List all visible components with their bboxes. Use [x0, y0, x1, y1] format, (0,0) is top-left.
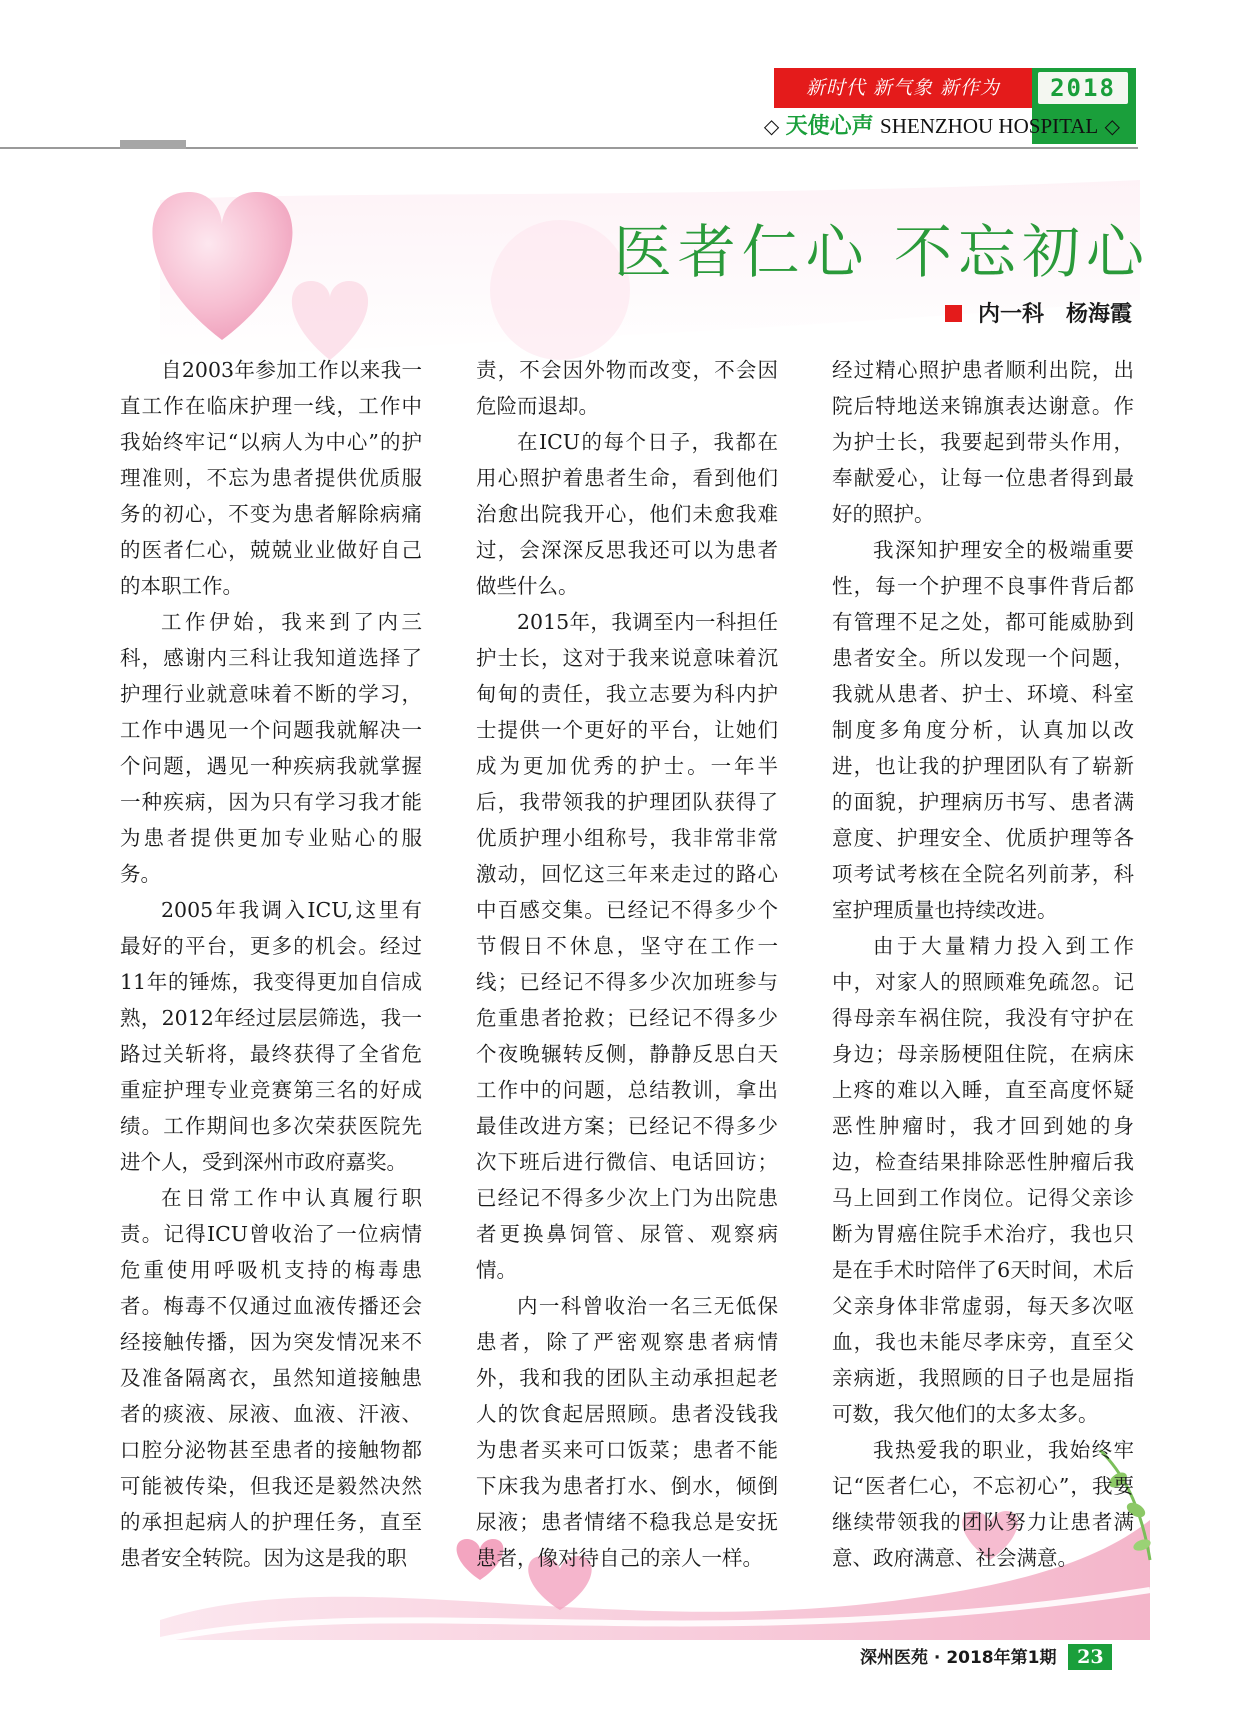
paragraph: 经过精心照护患者顺利出院，出院后特地送来锦旗表达谢意。作为护士长，我要起到带头作用，奉献爱心，让每一位患者得到最好的照护。 [832, 358, 1134, 526]
year-badge: 2018 [1038, 72, 1128, 104]
diamond-icon: ◇ [763, 114, 780, 138]
publication-name: 深州医苑 [860, 1648, 928, 1668]
text-column-2 [476, 352, 778, 1576]
text-column-1 [120, 352, 422, 1576]
paragraph: 在日常工作中认真履行职责。记得ICU曾收治了一位病情危重使用呼吸机支持的梅毒患者。梅毒不仅通过血液传播还会经接触传播，因为突发情况来不及准备隔离衣，虽然知道接触患者的痰液、尿液、血液、汗液、口腔分泌物甚至患者的接触物都可能被传染，但我还是毅然决然的承担起病人的护理任务，直至患者安全转院。因为这是我的职 [120, 1186, 422, 1570]
paragraph: 责，不会因外物而改变，不会因危险而退却。 [476, 358, 778, 418]
paragraph: 由于大量精力投入到工作中，对家人的照顾难免疏忽。记得母亲车祸住院，我没有守护在身边；母亲肠梗阻住院，在病床上疼的难以入睡，直至高度怀疑恶性肿瘤时，我才回到她的身边，检查结果排除恶性肿瘤后我马上回到工作岗位。记得父亲诊断为胃癌住院手术治疗，我也只是在手术时陪伴了6天时间，术后父亲身体非常虚弱，每天多次呕血，我也未能尽孝床旁，直至父亲病逝，我照顾的日子也是屈指可数，我欠他们的太多太多。 [832, 934, 1134, 1426]
paragraph: 我热爱我的职业，我始终牢记“医者仁心，不忘初心”，我要继续带领我的团队努力让患者满意、政府满意、社会满意。 [832, 1438, 1134, 1570]
paragraph: 内一科曾收治一名三无低保患者，除了严密观察患者病情外，我和我的团队主动承担起老人的饮食起居照顾。患者没钱我为患者买来可口饭菜；患者不能下床我为患者打水、倒水，倾倒尿液；患者情绪不稳我总是安抚患者，像对待自己的亲人一样。 [476, 1294, 778, 1570]
section-name-zh: 天使心声 [785, 114, 874, 139]
page-footer [860, 1644, 1112, 1672]
paragraph: 2005年我调入ICU,这里有最好的平台，更多的机会。经过11年的锤炼，我变得更加自信成熟，2012年经过层层筛选，我一路过关斩将，最终获得了全省危重症护理专业竞赛第三名的好成绩。工作期间也多次荣获医院先进个人，受到深州市政府嘉奖。 [120, 898, 422, 1174]
byline [880, 298, 1132, 332]
author-name: 杨海霞 [1065, 302, 1132, 327]
section-heading [700, 106, 1120, 146]
section-name-en: SHENZHOU HOSPITAL [880, 114, 1099, 138]
slogan-banner: 新时代 新气象 新作为 [774, 68, 1032, 108]
paragraph: 在ICU的每个日子，我都在用心照护着患者生命，看到他们治愈出院我开心，他们未愈我难过，会深深反思我还可以为患者做些什么。 [476, 430, 778, 598]
paragraph: 2015年，我调至内一科担任护士长，这对于我来说意味着沉甸甸的责任，我立志要为科内护士提供一个更好的平台，让她们成为更加优秀的护士。一年半后，我带领我的护理团队获得了优质护理小组称号，我非常非常激动，回忆这三年来走过的路心中百感交集。已经记不得多少个节假日不休息，坚守在工作一线；已经记不得多少次加班参与危重患者抢救；已经记不得多少个夜晚辗转反侧，静静反思白天工作中的问题，总结教训，拿出最佳改进方案；已经记不得多少次下班后进行微信、电话回访；已经记不得多少次上门为出院患者更换鼻饲管、尿管、观察病情。 [476, 610, 778, 1282]
author-department: 内一科 [977, 302, 1044, 327]
text-column-3 [832, 352, 1134, 1576]
header-accent-block [120, 140, 186, 149]
page-number: 23 [1068, 1644, 1112, 1670]
diamond-icon: ◇ [1104, 114, 1120, 138]
footer-separator: · [933, 1648, 941, 1668]
red-square-icon [945, 305, 962, 322]
article-title: 医者仁心 不忘初心 [613, 218, 1150, 286]
issue-label: 2018年第1期 [946, 1648, 1057, 1668]
paragraph: 我深知护理安全的极端重要性，每一个护理不良事件背后都有管理不足之处，都可能威胁到患者安全。所以发现一个问题，我就从患者、护士、环境、科室制度多角度分析，认真加以改进，也让我的护理团队有了崭新的面貌，护理病历书写、患者满意度、护理安全、优质护理等各项考试考核在全院名列前茅，科室护理质量也持续改进。 [832, 538, 1134, 922]
paragraph: 工作伊始，我来到了内三科，感谢内三科让我知道选择了护理行业就意味着不断的学习，工作中遇见一个问题我就解决一个问题，遇见一种疾病我就掌握一种疾病，因为只有学习我才能为患者提供更加专业贴心的服务。 [120, 610, 422, 886]
paragraph: 自2003年参加工作以来我一直工作在临床护理一线，工作中我始终牢记“以病人为中心”的护理准则，不忘为患者提供优质服务的初心，不变为患者解除病痛的医者仁心，兢兢业业做好自己的本职工作。 [120, 358, 422, 598]
